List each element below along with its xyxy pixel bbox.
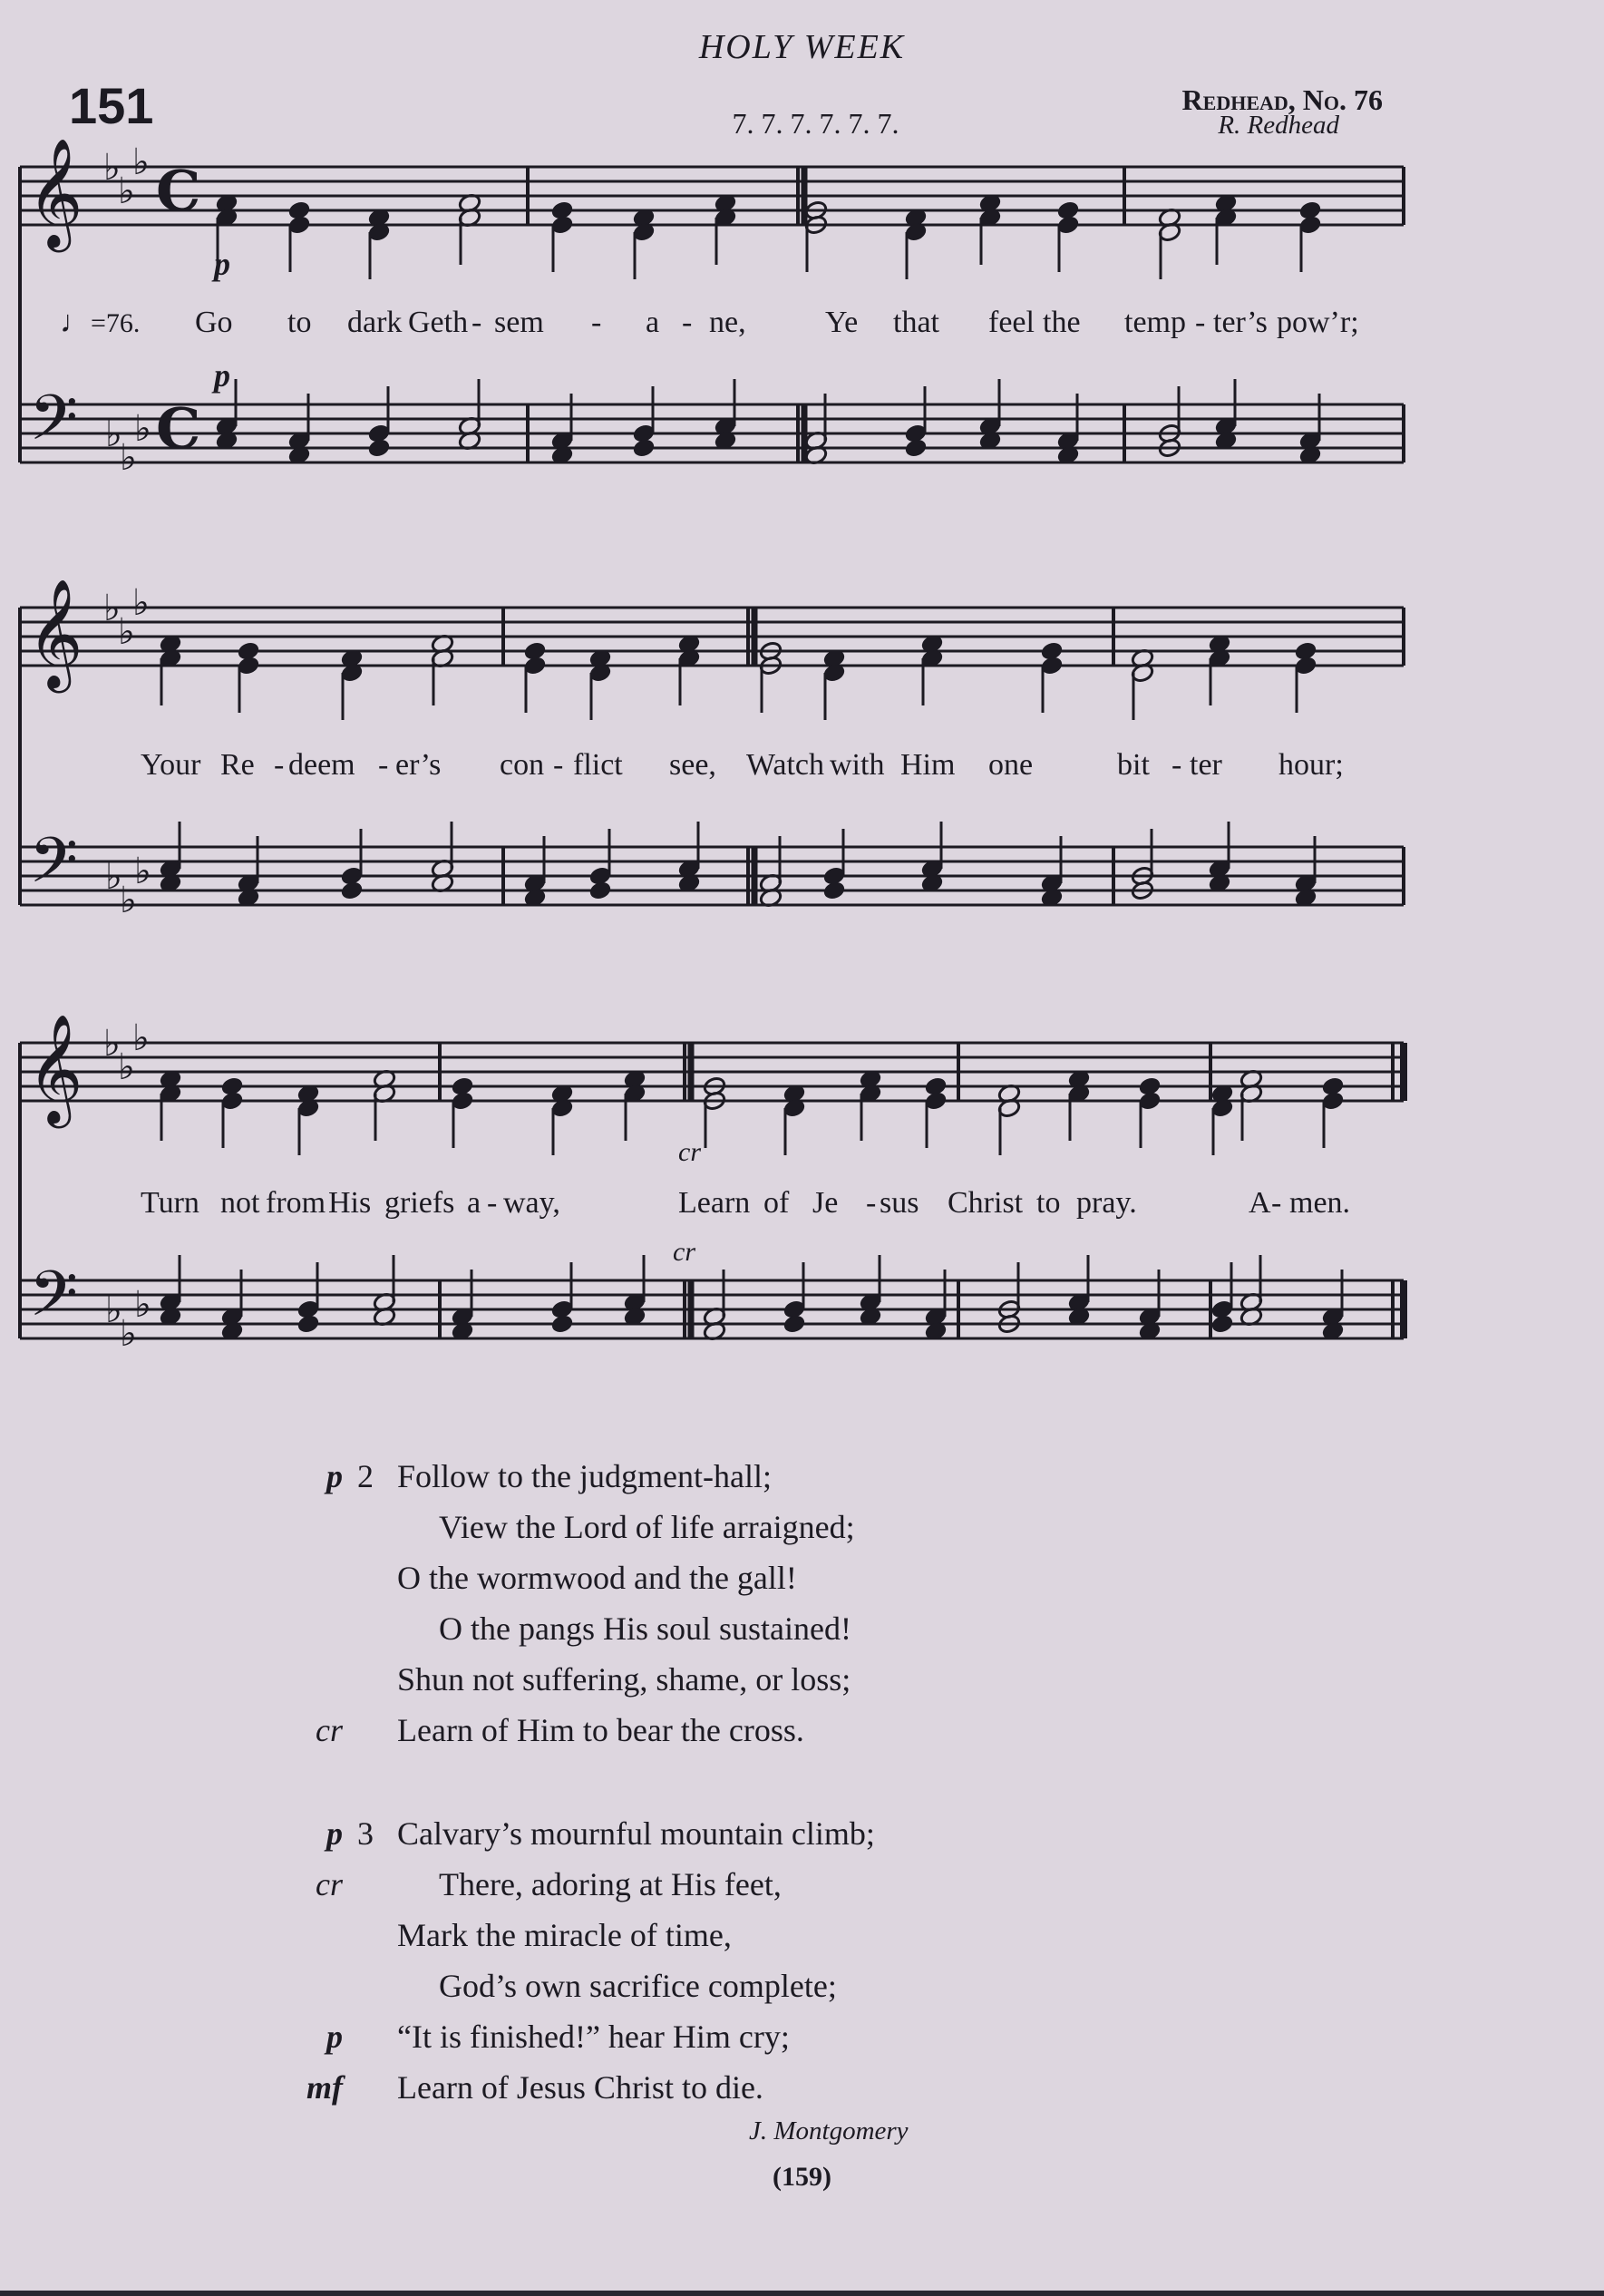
dynamic-crescendo: cr [678, 1137, 701, 1167]
flat-sign: ♭ [103, 1023, 121, 1065]
lyric-syllable: Christ [948, 1186, 1024, 1220]
dynamic-mark: cr [316, 1866, 343, 1902]
flat-sign: ♭ [134, 851, 151, 892]
lyric-syllable: ter [1190, 748, 1222, 782]
flat-sign: ♭ [134, 1284, 151, 1326]
note-head [783, 1313, 806, 1334]
tempo-mark: ♩=76. [60, 306, 141, 339]
flat-sign: ♭ [103, 147, 121, 189]
tempo-value: =76. [91, 308, 141, 338]
bass-clef: 𝄢 [29, 381, 79, 470]
lyric-syllable: men. [1289, 1186, 1351, 1220]
dynamic-mark: p [326, 1458, 343, 1494]
lyric-syllable: see, [669, 748, 716, 782]
lyric-syllable: not [220, 1186, 260, 1220]
verse-number: 3 [357, 1815, 374, 1852]
dynamic-mark: p [326, 2019, 343, 2055]
flat-sign: ♭ [103, 588, 121, 629]
flat-sign: ♭ [105, 856, 122, 898]
verse-3 [0, 1808, 1604, 2135]
lyric-syllable: con [500, 748, 545, 782]
lyric-syllable: the [1043, 306, 1081, 339]
lyric-syllable: - [682, 306, 693, 339]
lyric-syllable: - [591, 306, 602, 339]
flat-sign: ♭ [118, 1046, 135, 1088]
lyric-syllable: bit [1117, 748, 1150, 782]
flat-sign: ♭ [120, 437, 137, 479]
lyric-syllable: - [1171, 748, 1182, 782]
lyric-syllable: Watch [746, 748, 824, 782]
lyric-syllable: temp [1124, 306, 1186, 339]
bass-clef: 𝄢 [29, 1257, 79, 1346]
dynamic-mark: mf [306, 2069, 343, 2106]
bottom-edge [0, 2291, 1604, 2296]
verse-line: Shun not suffering, shame, or loss; [397, 1661, 851, 1698]
note-head [340, 880, 364, 900]
lyric-syllable: deem [288, 748, 355, 782]
note-head [367, 437, 391, 458]
verse-line: O the pangs His soul sustained! [439, 1610, 851, 1647]
note-head [904, 437, 928, 458]
flat-sign: ♭ [105, 413, 122, 455]
treble-clef: 𝄞 [27, 137, 83, 248]
lyric-syllable: flict [573, 748, 623, 782]
lyric-syllable: with [830, 748, 885, 782]
verse-line: Follow to the judgment-hall; [397, 1458, 772, 1494]
verse-2 [0, 1451, 1604, 1777]
lyric-syllable: A [1249, 1186, 1271, 1220]
lyric-syllable: a [467, 1186, 481, 1220]
lyric-syllable: Je [812, 1186, 839, 1220]
lyric-syllable: from [266, 1186, 326, 1220]
lyric-syllable: ne, [709, 306, 746, 339]
note-head [550, 1313, 574, 1334]
time-signature: C [156, 158, 201, 224]
verse-line: God’s own sacrifice complete; [439, 1968, 837, 2004]
dynamic-piano: p [214, 246, 230, 282]
lyric-syllable: hour; [1278, 748, 1344, 782]
verse-line: View the Lord of life arraigned; [439, 1509, 855, 1545]
dynamic-mark: p [326, 1815, 343, 1852]
note-head [296, 1313, 320, 1334]
lyric-syllable: of [763, 1186, 790, 1220]
flat-sign: ♭ [132, 141, 150, 183]
note-head [822, 880, 846, 900]
lyric-syllable: - [1271, 1186, 1282, 1220]
flat-sign: ♭ [132, 1017, 150, 1059]
flat-sign: ♭ [105, 1289, 122, 1331]
lyric-syllable: Go [195, 306, 233, 339]
lyric-syllable: Him [900, 748, 956, 782]
author: J. Montgomery [749, 2116, 909, 2145]
flat-sign: ♭ [132, 582, 150, 624]
lyric-syllable: Geth [408, 306, 469, 339]
flat-sign: ♭ [120, 880, 137, 921]
dynamic-mark: cr [316, 1712, 343, 1748]
flat-sign: ♭ [118, 611, 135, 653]
lyric-syllable: - [274, 748, 285, 782]
lyric-syllable: one [988, 748, 1034, 782]
lyric-syllable: way, [503, 1186, 560, 1220]
lyric-syllable: pow’r; [1277, 306, 1359, 339]
page-number: (159) [773, 2162, 831, 2192]
verse-line: There, adoring at His feet, [439, 1866, 782, 1902]
running-head: HOLY WEEK [698, 28, 906, 66]
lyric-syllable: Re [220, 748, 255, 782]
treble-clef: 𝄞 [27, 1013, 83, 1124]
lyric-syllable: - [378, 748, 389, 782]
lyric-syllable: to [1036, 1186, 1061, 1220]
lyric-syllable: His [328, 1186, 372, 1220]
lyric-syllable: Your [141, 748, 201, 782]
lyric-syllable: Learn [678, 1186, 751, 1220]
flat-sign: ♭ [134, 408, 151, 450]
tune-name: Redhead, No. 76 [1181, 83, 1383, 116]
lyric-syllable: sem [494, 306, 544, 339]
note-head [1210, 1313, 1234, 1334]
flat-sign: ♭ [118, 170, 135, 212]
lyric-syllable: Ye [825, 306, 859, 339]
lyric-syllable: that [893, 306, 939, 339]
lyric-syllable: Turn [141, 1186, 199, 1220]
verse-line: Calvary’s mournful mountain climb; [397, 1815, 875, 1852]
treble-clef: 𝄞 [27, 578, 83, 688]
hymn-number: 151 [69, 77, 154, 134]
time-signature: C [156, 395, 201, 462]
verse-line: Learn of Him to bear the cross. [397, 1712, 804, 1748]
verse-line: Mark the miracle of time, [397, 1917, 732, 1953]
lyric-syllable: to [287, 306, 312, 339]
lyric-syllable: a [646, 306, 660, 339]
lyric-syllable: pray. [1076, 1186, 1137, 1220]
lyric-syllable: - [866, 1186, 877, 1220]
lyric-syllable: er’s [395, 748, 442, 782]
verse-line: Learn of Jesus Christ to die. [397, 2069, 763, 2106]
lyric-syllable: griefs [384, 1186, 455, 1220]
lyric-syllable: ter’s [1213, 306, 1268, 339]
dynamic-crescendo-bass: cr [673, 1237, 695, 1267]
dynamic-piano-bass: p [214, 357, 230, 394]
meter: 7. 7. 7. 7. 7. 7. [732, 107, 899, 140]
lyric-syllable: - [553, 748, 564, 782]
flat-sign: ♭ [120, 1313, 137, 1355]
lyric-syllable: - [471, 306, 482, 339]
note-head [632, 437, 656, 458]
note-head [588, 880, 612, 900]
lyric-syllable: dark [347, 306, 403, 339]
verse-line: “It is finished!” hear Him cry; [397, 2019, 790, 2055]
verse-line: O the wormwood and the gall! [397, 1560, 797, 1596]
composer: R. Redhead [1218, 111, 1339, 140]
bass-clef: 𝄢 [29, 823, 79, 912]
lyric-syllable: feel [988, 306, 1035, 339]
lyric-syllable: sus [880, 1186, 919, 1220]
lyric-syllable: - [1195, 306, 1206, 339]
verse-number: 2 [357, 1458, 374, 1494]
lyric-syllable: - [487, 1186, 498, 1220]
